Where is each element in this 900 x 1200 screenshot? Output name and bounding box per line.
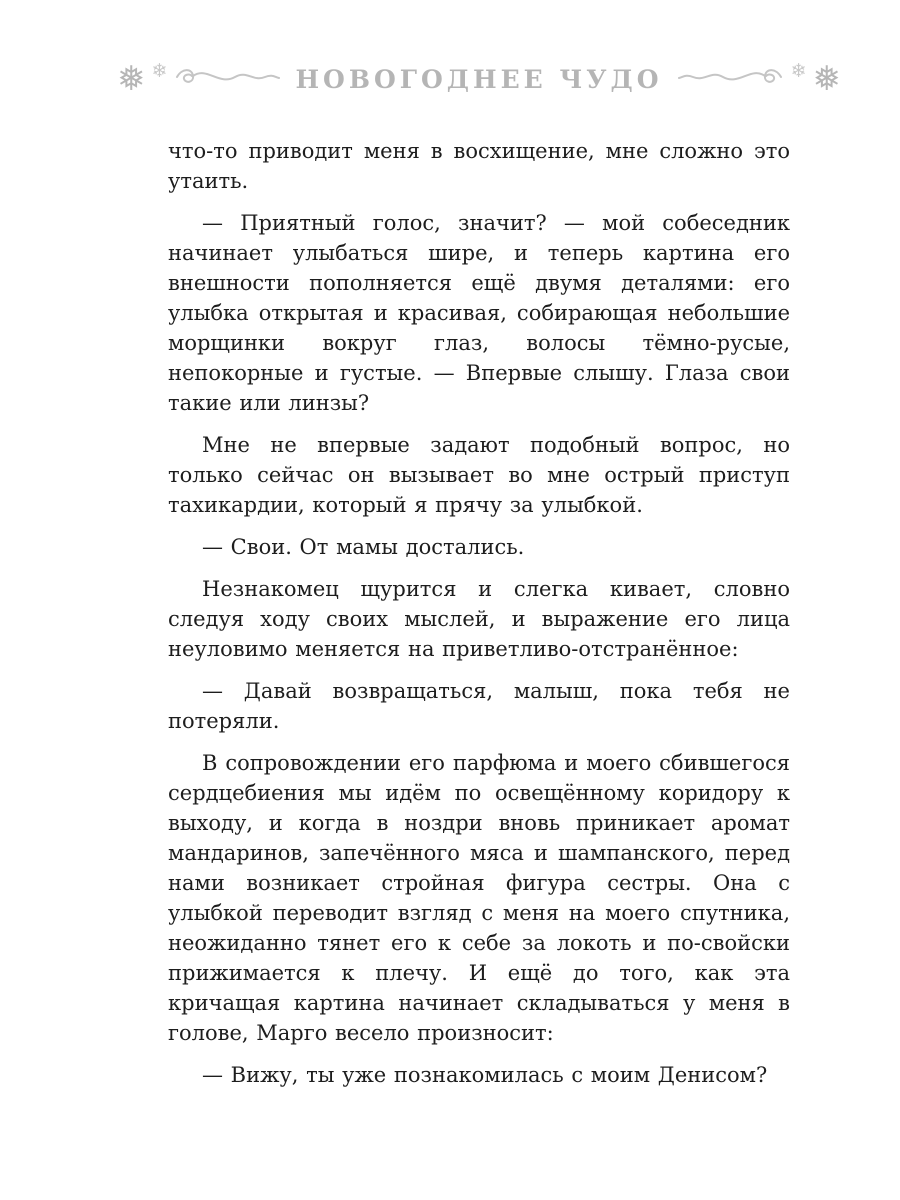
snowflake-icon: ❅ bbox=[117, 59, 146, 99]
paragraph: В сопровождении его парфюма и моего сбившегося сердцебиения мы идём по освещённому коридору к выходу, и когда в ноздри вновь приникает аромат мандаринов, запечённого мяса и шампанского, перед нами возникает стройная фигура сестры. Она с улыбкой переводит взгляд с меня на моего спутника, неожиданно тянет его к себе за локоть и по-свойски прижимается к плечу. И ещё до того, как эта кричащая картина начинает складываться у меня в голове, Марго весело произносит: bbox=[168, 751, 790, 1045]
chapter-header bbox=[117, 59, 841, 99]
paragraph: Мне не впервые задают подобный вопрос, но только сейчас он вызывает во мне острый приступ тахикардии, который я прячу за улыбкой. bbox=[168, 433, 790, 517]
paragraph-dialogue: — Вижу, ты уже познакомилась с моим Денисом? bbox=[202, 1063, 768, 1087]
snowflake-icon: ❄ bbox=[790, 59, 807, 82]
flourish-swirl-icon bbox=[675, 64, 785, 94]
paragraph-dialogue: — Давай возвращаться, малыш, пока тебя не потеряли. bbox=[168, 679, 790, 733]
paragraph: Незнакомец щурится и слегка кивает, словно следуя ходу своих мыслей, и выражение его лица неуловимо меняется на приветливо-отстранённое: bbox=[168, 577, 790, 661]
snowflake-icon: ❅ bbox=[812, 59, 841, 99]
chapter-title: НОВОГОДНЕЕ ЧУДО bbox=[295, 64, 663, 94]
paragraph-dialogue: — Свои. От мамы достались. bbox=[202, 535, 525, 559]
paragraph: что-то приводит меня в восхищение, мне сложно это утаить. bbox=[168, 139, 790, 193]
prose-body bbox=[168, 136, 790, 1090]
flourish-swirl-icon bbox=[173, 64, 283, 94]
paragraph-dialogue: — Приятный голос, значит? — мой собеседник начинает улыбаться шире, и теперь картина его внешности пополняется ещё двумя деталями: его улыбка открытая и красивая, собирающая небольшие морщинки вокруг глаз, волосы тёмно-русые, непокорные и густые. — Впервые слышу. Глаза свои такие или линзы? bbox=[168, 211, 790, 415]
snowflake-icon: ❄ bbox=[151, 59, 168, 82]
text-block bbox=[117, 0, 841, 1090]
